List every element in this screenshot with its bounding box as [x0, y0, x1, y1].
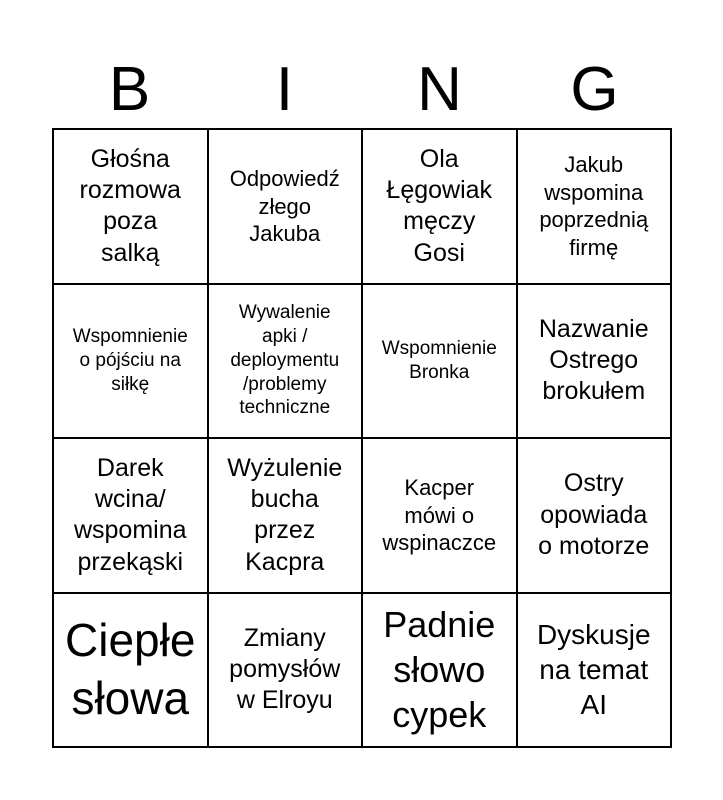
bingo-grid — [52, 128, 672, 748]
cell-text: Odpowiedź złego Jakuba — [229, 166, 340, 246]
bingo-cell[interactable] — [517, 129, 672, 284]
bingo-cell[interactable] — [362, 593, 517, 748]
bingo-cell[interactable] — [362, 284, 517, 439]
bingo-cell[interactable] — [53, 438, 208, 593]
cell-text: Kacper mówi o wspinaczce — [382, 475, 497, 555]
cell-text: Wspomnienie Bronka — [381, 338, 497, 383]
cell-text: Padnie słowo cypek — [383, 604, 496, 736]
cell-text: Głośna rozmowa poza salką — [79, 144, 181, 267]
bingo-cell[interactable] — [362, 129, 517, 284]
bingo-cell[interactable] — [53, 593, 208, 748]
header-letter-g: G — [570, 55, 619, 124]
header-letter-b: B — [108, 55, 151, 124]
cell-text: Jakub wspomina poprzednią firmę — [539, 152, 649, 260]
bingo-cell[interactable] — [53, 284, 208, 439]
bingo-cell[interactable] — [208, 129, 363, 284]
header-letter-i: I — [275, 55, 294, 124]
bingo-cell[interactable] — [53, 129, 208, 284]
cell-text: Zmiany pomysłów w Elroyu — [229, 623, 341, 715]
bingo-cell[interactable] — [208, 284, 363, 439]
bingo-cell[interactable] — [517, 593, 672, 748]
cell-text: Dyskusje na temat AI — [536, 619, 651, 721]
header-letter-n: N — [417, 55, 462, 124]
bingo-cell[interactable] — [208, 593, 363, 748]
bingo-cell[interactable] — [517, 284, 672, 439]
cell-text: Wywalenie apki / deploymentu /problemy techniczne — [230, 302, 340, 419]
cell-text: Nazwanie Ostrego brokułem — [538, 314, 649, 406]
cell-text: Darek wcina/ wspomina przekąski — [73, 453, 187, 576]
bingo-cell[interactable] — [208, 438, 363, 593]
cell-text: Wyżulenie bucha przez Kacpra — [227, 453, 343, 576]
cell-text: Wspomnienie o pójściu na siłkę — [72, 326, 188, 395]
bingo-cell[interactable] — [362, 438, 517, 593]
bingo-cell[interactable] — [517, 438, 672, 593]
bingo-header — [52, 52, 672, 128]
cell-text: Ola Łęgowiak męczy Gosi — [386, 144, 493, 267]
cell-text: Ciepłe słowa — [65, 614, 196, 724]
cell-text: Ostry opowiada o motorze — [538, 469, 650, 560]
